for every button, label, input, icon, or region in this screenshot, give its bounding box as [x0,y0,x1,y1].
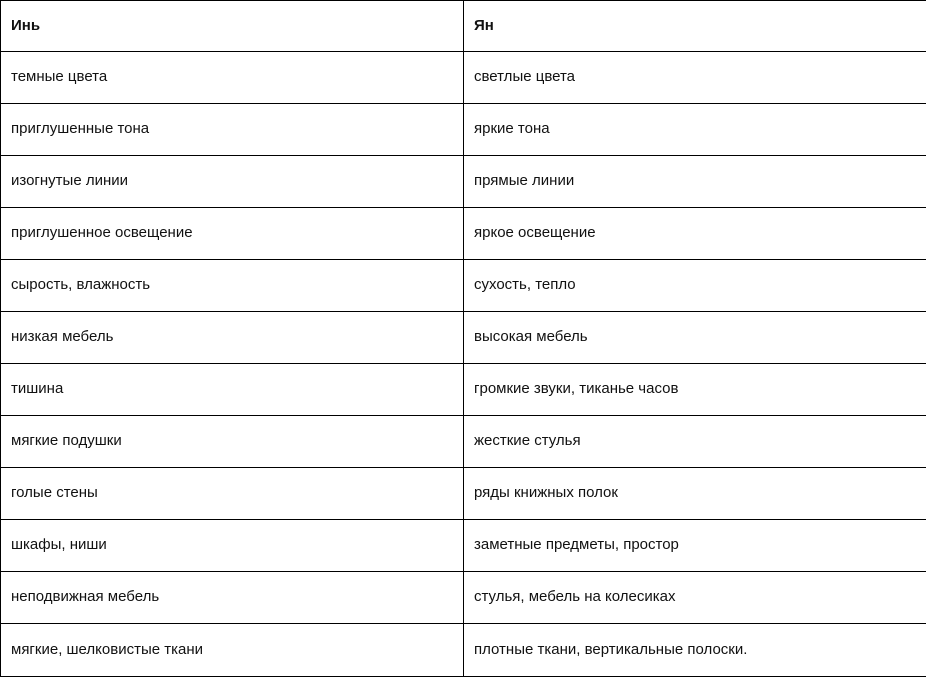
cell-yin: шкафы, ниши [1,520,464,572]
table-row [1,104,926,156]
table-row [1,52,926,104]
table-row [1,312,926,364]
cell-yin: сырость, влажность [1,260,464,312]
cell-yang: светлые цвета [464,52,926,104]
table-row [1,416,926,468]
cell-yin: темные цвета [1,52,464,104]
table-row [1,156,926,208]
column-header-yin: Инь [1,1,464,52]
cell-yin: низкая мебель [1,312,464,364]
table-row [1,208,926,260]
cell-yang: заметные предметы, простор [464,520,926,572]
table-row [1,364,926,416]
cell-yin: приглушенное освещение [1,208,464,260]
cell-yang: громкие звуки, тиканье часов [464,364,926,416]
cell-yang: яркие тона [464,104,926,156]
cell-yin: тишина [1,364,464,416]
cell-yang: плотные ткани, вертикальные полоски. [464,624,926,677]
table-body [1,52,926,677]
table-header-row [1,1,926,52]
table-row [1,572,926,624]
cell-yang: сухость, тепло [464,260,926,312]
cell-yang: стулья, мебель на колесиках [464,572,926,624]
cell-yin: мягкие подушки [1,416,464,468]
cell-yang: прямые линии [464,156,926,208]
cell-yin: неподвижная мебель [1,572,464,624]
cell-yang: яркое освещение [464,208,926,260]
table-row [1,260,926,312]
cell-yin: голые стены [1,468,464,520]
table-row [1,520,926,572]
column-header-yang: Ян [464,1,926,52]
cell-yang: жесткие стулья [464,416,926,468]
table-row [1,624,926,677]
cell-yang: ряды книжных полок [464,468,926,520]
table-header [1,1,926,52]
cell-yin: изогнутые линии [1,156,464,208]
cell-yin: мягкие, шелковистые ткани [1,624,464,677]
table-row [1,468,926,520]
cell-yin: приглушенные тона [1,104,464,156]
cell-yang: высокая мебель [464,312,926,364]
